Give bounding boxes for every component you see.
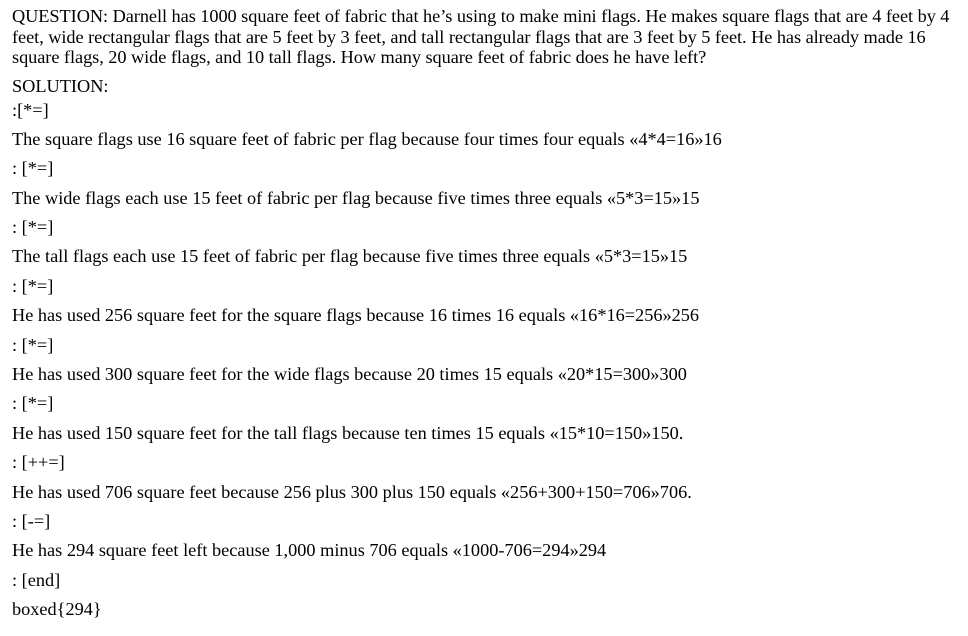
solution-line: : [*=] xyxy=(12,158,54,179)
solution-line: He has used 256 square feet for the square flags because 16 times 16 equals «16*16=256»256 xyxy=(12,305,700,326)
solution-line: : [*=] xyxy=(12,334,54,355)
question-paragraph xyxy=(12,6,956,68)
question-label: QUESTION: xyxy=(12,6,109,26)
solution-lines xyxy=(12,96,956,625)
solution-line: :[*=] xyxy=(12,99,49,120)
solution-line: He has used 150 square feet for the tall flags because ten times 15 equals «15*10=150»150. xyxy=(12,422,684,443)
solution-line: : [*=] xyxy=(12,275,54,296)
solution-line: He has 294 square feet left because 1,000 minus 706 equals «1000-706=294»294 xyxy=(12,540,607,561)
boxed-answer: boxed{294} xyxy=(12,599,102,620)
solution-line: : [-=] xyxy=(12,510,51,531)
question-text: Darnell has 1000 square feet of fabric that he’s using to make mini flags. He makes square flags that are 4 feet by 4 feet, wide rectangular flags that are 5 feet by 3 feet, and tall rectangular flags that are 3 feet by 5 feet. He has already made 16 square flags, 20 wide flags, and 10 tall flags. How many square feet of fabric does he have left? xyxy=(12,6,950,67)
solution-line: The wide flags each use 15 feet of fabric per flag because five times three equals «5*3=15»15 xyxy=(12,187,700,208)
solution-line: : [end] xyxy=(12,569,61,590)
solution-line: : [++=] xyxy=(12,452,65,473)
solution-line: He has used 706 square feet because 256 plus 300 plus 150 equals «256+300+150=706»706. xyxy=(12,481,692,502)
solution-line: : [*=] xyxy=(12,393,54,414)
solution-line: He has used 300 square feet for the wide flags because 20 times 15 equals «20*15=300»300 xyxy=(12,364,687,385)
solution-heading: SOLUTION: xyxy=(12,75,109,96)
solution-line: : [*=] xyxy=(12,217,54,238)
solution-line: The square flags use 16 square feet of fabric per flag because four times four equals «4*4=16»16 xyxy=(12,128,722,149)
solution-line: The tall flags each use 15 feet of fabric per flag because five times three equals «5*3=15»15 xyxy=(12,246,688,267)
